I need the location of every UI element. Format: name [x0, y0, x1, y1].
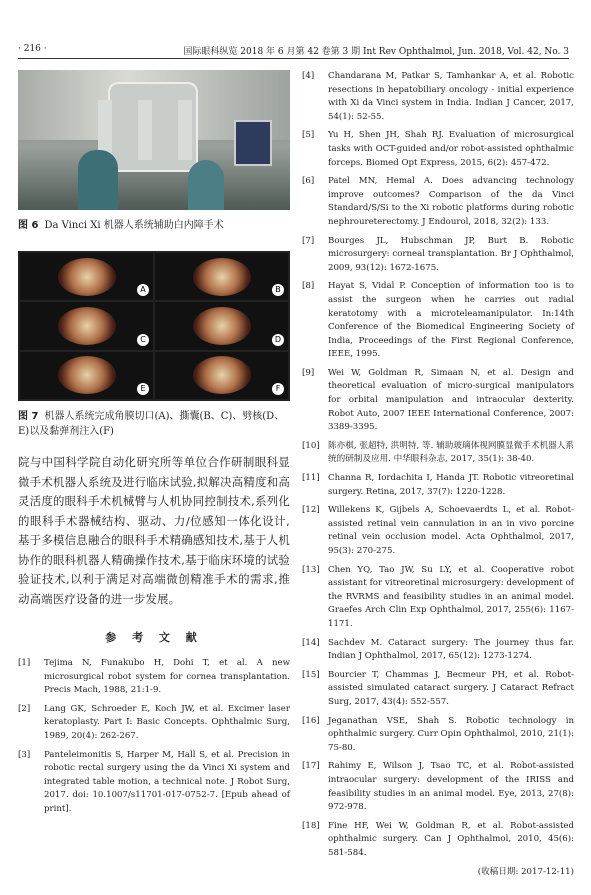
reference-number: [4] — [302, 71, 315, 81]
figure-7-panel — [20, 352, 153, 399]
reference-number: [10] — [302, 440, 320, 451]
reference-item — [302, 820, 574, 861]
reference-item — [302, 235, 574, 276]
reference-item — [302, 367, 574, 435]
reference-number: [17] — [302, 761, 320, 772]
figure-6-text: Da Vinci Xi 机器人系统辅助白内障手术 — [44, 220, 224, 231]
reference-text: Willekens K, Gijbels A, Schoevaerdts L, et al. Robot-assisted retinal vein cannulation in an in vivo porcine retinal vein occlusion model. Acta Ophthalmol, 2017, 95(3): 270-275. — [328, 505, 574, 556]
reference-number: [12] — [302, 505, 320, 516]
panel-label: F — [272, 383, 284, 395]
figure-7-panel — [155, 253, 288, 300]
figure-7-panel — [155, 302, 288, 349]
panel-label: C — [137, 334, 149, 346]
reference-item — [18, 703, 290, 744]
reference-item — [302, 175, 574, 229]
left-column — [18, 70, 290, 822]
figure-6-caption — [18, 218, 290, 233]
header-rule — [18, 58, 569, 59]
reference-text: Panteleimonitis S, Harper M, Hall S, et al. Precision in robotic rectal surgery using the da Vinci Xi system and integrated table motion, a technical note. J Robot Surg, 2017. doi: 10.1007/s11701-017-0752-7. [Epub ahead of print]. — [44, 749, 290, 814]
reference-text: Tejima N, Funakubo H, Dohi T, et al. A new microsurgical robot system for cornea transplantation. Precis Mach, 1988, 21:1-9. — [44, 658, 290, 696]
reference-item — [302, 760, 574, 814]
figure-6-label: 图 6 — [18, 220, 39, 231]
reference-text: Wei W, Goldman R, Simaan N, et al. Design and theoretical evaluation of micro-surgical manipulators for orbital manipulation and intraocular dexterity. Robot Auto, 2007 IEEE International Conference, 2007: 3389-3395. — [328, 367, 574, 433]
reference-text: Chen YQ, Tao JW, Su LY, et al. Cooperative robot assistant for vitreoretinal microsurgery: development of the RVRMS and feasibility studies in an animal model. Graefes Arch Clin Exp Ophthalmol, 2017, 255(6): 1167-1171. — [328, 564, 574, 629]
figure-7-label: 图 7 — [18, 411, 39, 422]
page-number: · 216 · — [18, 44, 47, 54]
reference-number: [5] — [302, 130, 315, 141]
reference-item — [302, 504, 574, 558]
reference-text: Fine HF, Wei W, Goldman R, et al. Robot-assisted ophthalmic surgery. Can J Ophthalmol, 2010, 45(6): 581-584. — [328, 820, 574, 858]
reference-text: 陈亦棋, 张超特, 洪明特, 等. 辅助玻璃体视网膜显微手术机器人系统的研制及应用. 中华眼科杂志, 2017, 35(1): 38-40. — [328, 440, 574, 465]
page-header — [18, 44, 569, 57]
reference-number: [11] — [302, 473, 320, 484]
reference-text: Lang GK, Schroeder E, Koch JW, et al. Excimer laser keratoplasty. Part I: Basic Concepts. Ophthalmic Surg, 1989, 20(4): 262-267. — [44, 703, 290, 741]
reference-text: Chandarana M, Patkar S, Tamhankar A, et al. Robotic resections in hepatobiliary oncology - initial experience with Xi da Vinci system in India. Indian J Cancer, 2017, 54(1): 52-55. — [328, 71, 574, 122]
reference-text: Yu H, Shen JH, Shah RJ. Evaluation of microsurgical tasks with OCT-guided and/or robot-assisted ophthalmic forceps. Biomed Opt Express, 2015, 6(2): 457-472. — [328, 130, 574, 168]
reference-text: Sachdev M. Cataract surgery: The journey thus far. Indian J Ophthalmol, 2017, 65(12): 1273-1274. — [328, 637, 574, 662]
reference-item — [302, 129, 574, 170]
reference-number: [16] — [302, 715, 320, 726]
reference-item — [302, 669, 574, 710]
reference-item — [302, 715, 574, 756]
panel-label: B — [272, 284, 284, 296]
figure-7-panel — [20, 302, 153, 349]
reference-number: [6] — [302, 176, 315, 187]
figure-7-grid — [18, 251, 290, 401]
received-date: (收稿日期: 2017-12-11) — [477, 867, 574, 878]
reference-text: Bourges JL, Hubschman JP, Burt B. Robotic microsurgery: corneal transplantation. Br J Ophthalmol, 2009, 93(12): 1672-1675. — [328, 235, 574, 273]
reference-text: Jeganathan VSE, Shah S. Robotic technology in ophthalmic surgery. Curr Opin Ophthalmol, 2010, 21(1): 75-80. — [328, 715, 574, 753]
figure-7-caption — [18, 409, 290, 439]
panel-label: D — [272, 334, 284, 346]
reference-text: Channa R, Iordachita I, Handa JT. Robotic vitreoretinal surgery. Retina, 2017, 37(7): 1220-1228. — [328, 473, 574, 497]
reference-item — [18, 657, 290, 698]
reference-item — [302, 472, 574, 499]
references-list-left — [18, 657, 290, 817]
figure-7-panel — [155, 352, 288, 399]
reference-number: [13] — [302, 564, 320, 575]
reference-item — [302, 70, 574, 124]
reference-item — [302, 637, 574, 664]
reference-text: Bourcier T, Chammas J, Becmeur PH, et al. Robot-assisted simulated cataract surgery. J Cataract Refract Surg, 2017, 43(4): 552-557. — [328, 669, 574, 707]
panel-label: E — [137, 383, 149, 395]
reference-item — [302, 440, 574, 467]
body-paragraph: 院与中国科学院自动化研究所等单位合作研制眼科显微手术机器人系统及进行临床试验,拟解决高精度和高灵活度的眼科手术机械臂与人机协同控制技术,系列化的眼科手术器械结构、驱动、力/位感知一体化设计,基于多模信息融合的眼科手术精确感知技术,基于人机协作的眼科机器人精确操作技术,基于临床环境的试验验证技术,以利于满足对高端微创精准手术的需求,推动高端医疗设备的进一步发展。 — [18, 455, 290, 606]
journal-info: 国际眼科纵览 2018 年 6 月第 42 卷第 3 期 Int Rev Ophthalmol, Jun. 2018, Vol. 42, No. 3 — [183, 47, 569, 57]
reference-number: [7] — [302, 235, 315, 246]
reference-number: [2] — [18, 703, 31, 714]
reference-number: [15] — [302, 669, 320, 680]
figure-6-photo — [18, 70, 290, 210]
reference-item — [302, 564, 574, 632]
reference-text: Rahimy E, Wilson J, Tsao TC, et al. Robot-assisted intraocular surgery: development of the IRISS and feasibility studies in an animal model. Eye, 2013, 27(8): 972-978. — [328, 761, 574, 813]
panel-label: A — [137, 284, 149, 296]
reference-number: [3] — [18, 749, 31, 760]
reference-number: [18] — [302, 820, 320, 831]
reference-text: Hayat S, Vidal P. Conception of information too is to assist the surgeon when he carries out radial keratotomy with a microteleamanipulator. In:14th Conference of the Biomedical Engineering Society of India, Proceedings of the First Regional Conference, IEEE, 1995. — [328, 281, 574, 360]
figure-7-text: 机器人系统完成角膜切口(A)、撕囊(B、C)、劈核(D、E)以及黏弹剂注入(F) — [18, 411, 285, 437]
reference-number: [1] — [18, 658, 31, 668]
references-heading: 参 考 文 献 — [105, 631, 203, 644]
right-column — [302, 70, 574, 877]
reference-item — [18, 749, 290, 817]
reference-item — [302, 280, 574, 362]
figure-7-panel — [20, 253, 153, 300]
references-list-right — [302, 70, 574, 860]
reference-number: [8] — [302, 281, 315, 292]
reference-number: [9] — [302, 367, 315, 378]
reference-number: [14] — [302, 637, 320, 648]
reference-text: Patel MN, Hemal A. Does advancing technology improve outcomes? Comparison of the da Vinci Standard/S/Si to the Xi robotic platforms during robotic nephroureterectomy. J Endourol, 2018, 32(2): 133. — [328, 176, 574, 227]
